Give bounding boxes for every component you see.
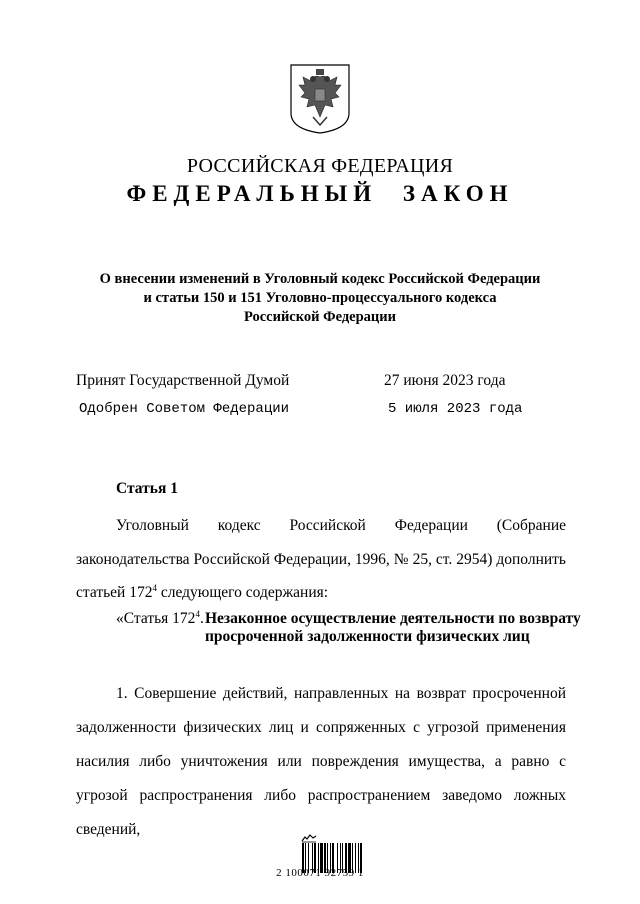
approved-label: Одобрен Советом Федерации [79,401,290,417]
article-paragraph-1 [76,677,566,847]
subject-line-2: и статьи 150 и 151 Уголовно-процессуального кодекса [143,290,497,306]
new-article-dot: . [199,610,204,627]
state-emblem-icon [289,63,351,135]
new-article-title: Незаконное осуществление деятельности по возврату просроченной задолженности физических лиц [205,610,581,645]
new-article-heading [116,608,581,645]
intro-text: Уголовный кодекс Российской Федерации (Собрание законодательства Российской Федерации, 1996, № 25, ст. 2954) дополнить статьей 172 [76,517,566,601]
subject-line-3: Российской Федерации [243,309,396,325]
adopted-label: Принят Государственной Думой [76,372,290,389]
article-intro [76,509,566,610]
intro-superscript: 4 [152,582,157,593]
adopted-date: 27 июня 2023 года [384,372,506,389]
intro-text-end: следующего содержания: [156,584,329,601]
footer-mark-icon [301,833,317,843]
new-article-lead: «Статья 172 [116,610,196,627]
paragraph-1-text: 1. Совершение действий, направленных на возврат просроченной задолженности физических лиц и сопряженных с угрозой применения насилия либо уничтожения или повреждения имущества, а равно с угрозой распространения либо распространением заведомо ложных сведений, [76,685,566,838]
subject-line-1: О внесении изменений в Уголовный кодекс Российской Федерации [99,271,541,287]
barcode-number: 2 100071 92759 1 [276,867,364,879]
law-title: ФЕДЕРАЛЬНЫЙ ЗАКОН [126,181,514,206]
new-article-superscript: 4 [195,608,200,619]
article-heading: Статья 1 [116,480,178,497]
country-name: РОССИЙСКАЯ ФЕДЕРАЦИЯ [186,155,454,177]
approved-date: 5 июля 2023 года [388,401,523,417]
law-subject [60,270,580,327]
